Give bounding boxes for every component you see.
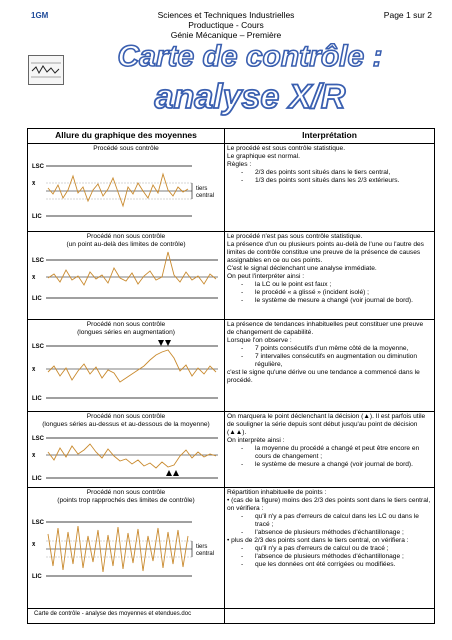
tiers-label: tiers [196, 186, 208, 192]
interp-text: Lorsque l'on observe : [227, 337, 292, 344]
chart-caption: (longues séries en augmentation) [77, 329, 175, 336]
header-line1: Sciences et Techniques Industrielles [157, 10, 295, 20]
column-header-interpretation: Interprétation [225, 129, 435, 144]
interpretation-cell [225, 144, 435, 232]
interp-item: - qu'il n'y a pas d'erreurs de calcul ou de tracé ; [255, 545, 432, 553]
lsc-label: LSC [32, 344, 44, 350]
chart-caption: Procédé non sous contrôle [86, 413, 166, 420]
chart-caption: Procédé non sous contrôle [86, 233, 166, 240]
title-line1: Carte de contrôle : [117, 40, 383, 73]
interp-item: - le procédé « a glissé » (incident isolé) ; [255, 289, 432, 297]
interpretation-cell [225, 412, 435, 488]
interp-item: - la LC ou le point est faux ; [255, 281, 432, 289]
interp-item: - l'absence de plusieurs méthodes d'échantillonage ; [255, 529, 432, 537]
lic-label: LIC [32, 396, 42, 402]
interp-text: La présence d'un ou plusieurs points au-delà de l'une ou l'autre des limites de contrôle constitue une preuve de la présence de causes assignables en ce ou ces points. [227, 241, 424, 264]
table-row [28, 412, 435, 488]
chart-caption: Procédé non sous contrôle [86, 321, 166, 328]
xbar-label: x̄ [32, 542, 36, 548]
interp-item: - le système de mesure a changé (voir journal de bord). [255, 297, 432, 305]
chart-cell [28, 412, 225, 488]
interpretation-cell [225, 320, 435, 412]
interp-text: Règles : [227, 161, 252, 168]
header-line2: Productique - Cours [188, 20, 264, 30]
chart-cell [28, 144, 225, 232]
chart-caption: (points trop rapprochés des limites de contrôle) [57, 497, 195, 504]
xbar-label: x̄ [32, 275, 36, 281]
footer-divider [27, 608, 434, 609]
interp-item: - l'absence de plusieurs méthodes d'échantillonage ; [255, 553, 432, 561]
table-row [28, 232, 435, 320]
interp-text: Répartition inhabituelle de points : [227, 489, 327, 496]
analysis-table [27, 128, 435, 624]
lsc-label: LSC [32, 436, 44, 442]
chart-out-of-limits [30, 250, 222, 316]
xbar-label: x̄ [32, 181, 36, 187]
interp-item: - la moyenne du procédé a changé et peut être encore en cours de changement ; [255, 445, 432, 461]
title [70, 38, 430, 118]
interp-item: - 2/3 des points sont situés dans le tiers central, [255, 169, 432, 177]
chart-caption: (longues séries au-dessus et au-dessous de la moyenne) [42, 421, 210, 428]
interp-item: - le système de mesure a changé (voir journal de bord). [255, 461, 432, 469]
lic-label: LIC [32, 214, 42, 220]
chart-cell [28, 320, 225, 412]
xbar-label: x̄ [32, 367, 36, 373]
interp-text: On marquera le point déclenchant la décision (▲). Il est parfois utile de souligner la série depuis sont début jusqu'au point de décision (▲▲). [227, 413, 426, 436]
control-chart-logo-icon [28, 55, 64, 85]
title-line2: analyse X/R [154, 78, 346, 116]
lsc-label: LSC [32, 258, 44, 264]
chart-cell [28, 232, 225, 320]
header-line3: Génie Mécanique – Première [170, 30, 282, 40]
interp-item: - 1/3 des points sont situés dans les 2/3 extérieurs. [255, 177, 432, 185]
table-row [28, 144, 435, 232]
table-row [28, 320, 435, 412]
table-row [28, 488, 435, 624]
chart-series-above-below [30, 430, 222, 486]
lic-label: LIC [32, 296, 42, 302]
interp-bullet: • (cas de la figure) moins des 2/3 des points sont dans le tiers central, on vérifiera : [227, 497, 431, 512]
column-header-chart: Allure du graphique des moyennes [28, 129, 225, 144]
header-tag: 1GM [31, 11, 49, 20]
chart-caption: Procédé sous contrôle [93, 145, 159, 152]
interp-text: Le graphique est normal. [227, 153, 300, 160]
lic-label: LIC [32, 574, 42, 580]
interp-bullet: • plus de 2/3 des points sont dans le tiers central, on vérifiera : [227, 537, 409, 544]
tiers-label: tiers [196, 544, 208, 550]
chart-cell [28, 488, 225, 624]
interp-text: Le procédé n'est pas sous contrôle statistique. [227, 233, 363, 240]
interp-item: - 7 points consécutifs d'un même côté de la moyenne, [255, 345, 432, 353]
footer-filename: Carte de contrôle - analyse des moyennes et etendues.doc [34, 611, 192, 617]
xbar-label: x̄ [32, 453, 36, 459]
interp-text: La présence de tendances inhabituelles peut constituer une preuve de changement de capabilité. [227, 321, 424, 336]
interp-item: - que les données ont été corrigées ou modifiées. [255, 561, 432, 569]
chart-caption: Procédé non sous contrôle [86, 489, 166, 496]
interp-text: c'est le signe qu'une dérive ou une tendance a commencé dans le procédé. [227, 369, 420, 384]
interp-item: - 7 intervalles consécutifs en augmentation ou diminution régulière, [255, 353, 432, 369]
lic-label: LIC [32, 476, 42, 482]
chart-increasing-series [30, 338, 222, 408]
chart-in-control [30, 154, 222, 230]
interp-text: Le procédé est sous contrôle statistique. [227, 145, 346, 152]
interp-text: On peut l'interpréter ainsi : [227, 273, 305, 280]
lsc-label: LSC [32, 164, 44, 170]
chart-caption: (un point au-delà des limites de contrôle) [66, 241, 186, 248]
interp-text: On interprète ainsi : [227, 437, 285, 444]
chart-points-near-limits [30, 506, 222, 590]
central-label: central [196, 551, 215, 557]
interpretation-cell [225, 488, 435, 624]
page-number: Page 1 sur 2 [383, 10, 432, 20]
interpretation-cell [225, 232, 435, 320]
lsc-label: LSC [32, 520, 44, 526]
interp-item: - qu'il n'y a pas d'erreurs de calcul dans les LC ou dans le tracé ; [255, 513, 432, 529]
interp-text: C'est le signal déclenchant une analyse immédiate. [227, 265, 377, 272]
central-label: central [196, 193, 215, 199]
